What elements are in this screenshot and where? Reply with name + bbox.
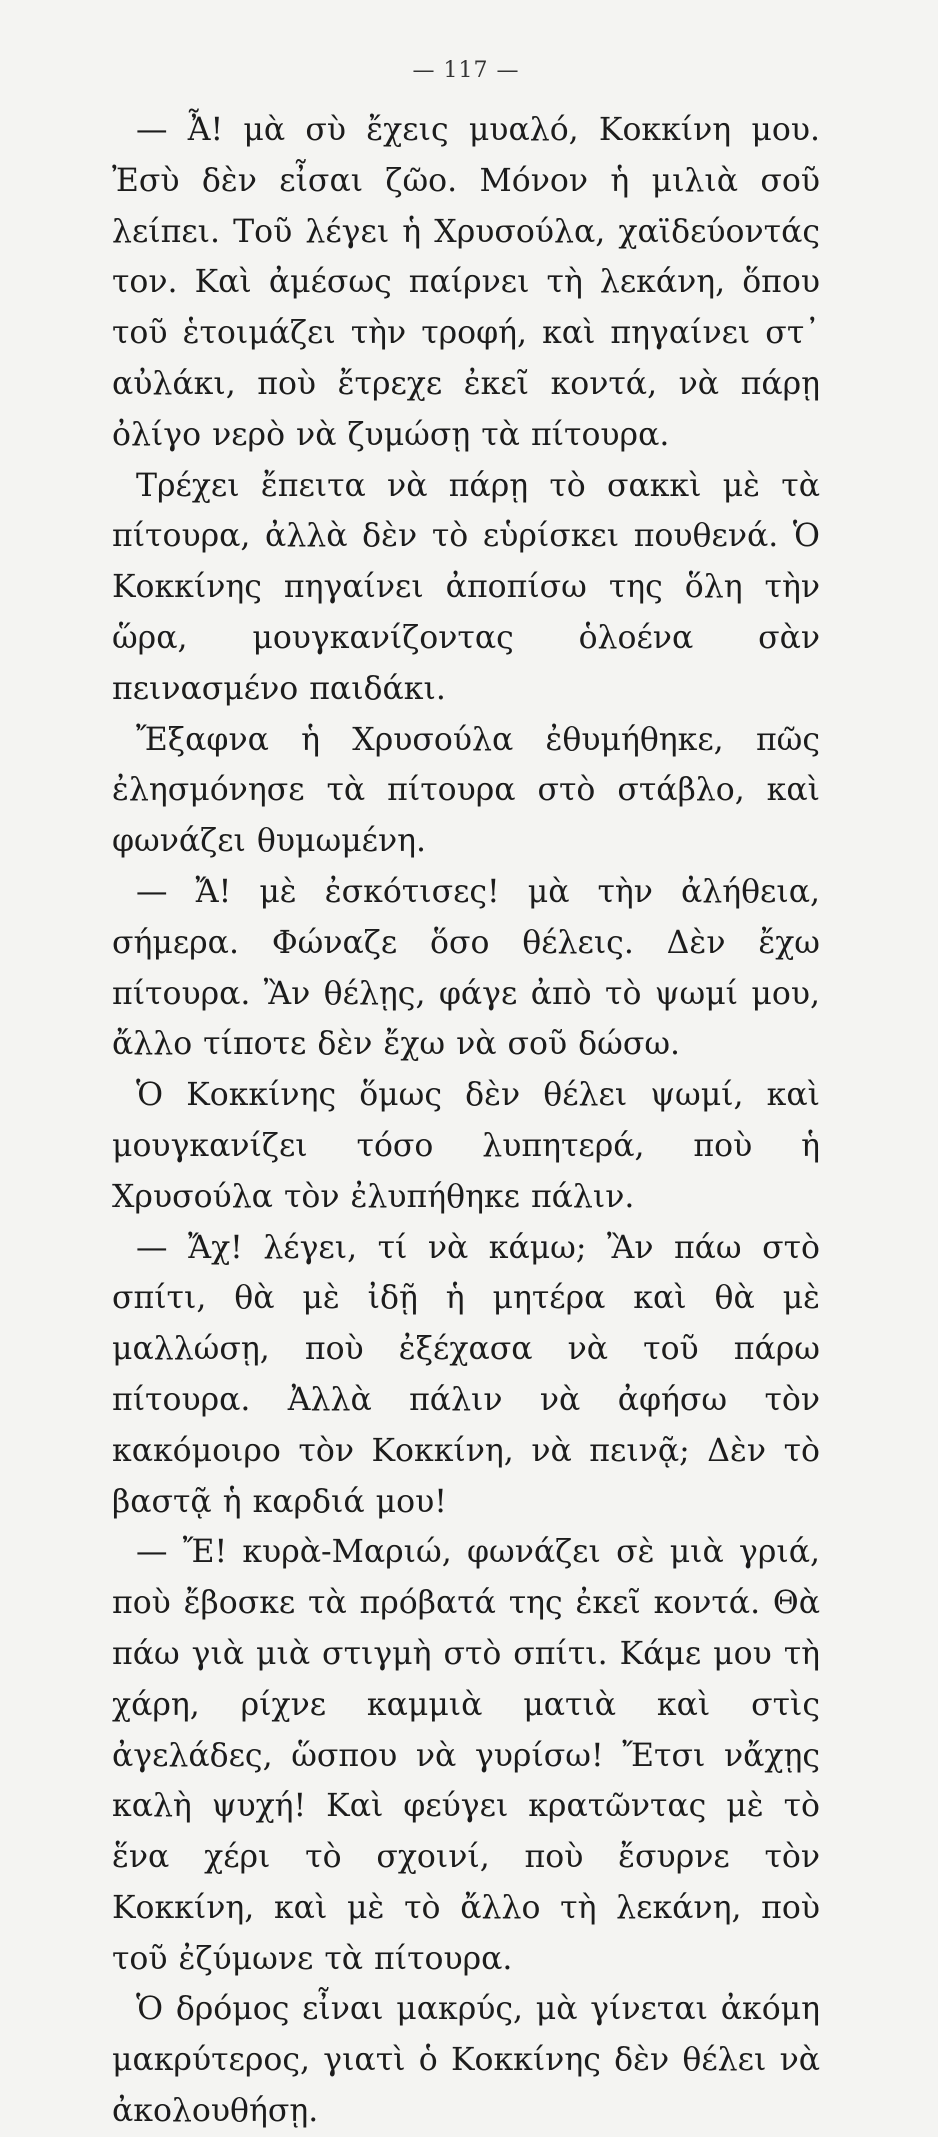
paragraph: Ὁ δρόμος εἶναι μακρύς, μὰ γίνεται ἀκόμη μακρύτερος, γιατὶ ὁ Κοκκίνης δὲν θέλει νὰ ἀκολουθήσῃ. [112, 1991, 820, 2130]
paragraph: Ἔξαφνα ἡ Χρυσούλα ἐθυμήθηκε, πῶς ἐλησμόνησε τὰ πίτουρα στὸ στάβλο, καὶ φωνάζει θυμωμένη. [112, 721, 820, 860]
page-number: — 117 — [412, 58, 520, 83]
paragraph: Ὁ Κοκκίνης ὅμως δὲν θέλει ψωμί, καὶ μουγκανίζει τόσο λυπητερά, ποὺ ἡ Χρυσούλα τὸν ἐλυπήθηκε πάλιν. [112, 1077, 820, 1215]
paragraph: — Ἄ! μὲ ἐσκότισες! μὰ τὴν ἀλήθεια, σήμερα. Φώναζε ὅσο θέλεις. Δὲν ἔχω πίτουρα. Ἂν θέλῃς, φάγε ἀπὸ τὸ ψωμί μου, ἄλλο τίποτε δὲν ἔχω νὰ σοῦ δώσω. [112, 873, 820, 1063]
paragraph: — Ἄχ! λέγει, τί νὰ κάμω; Ἂν πάω στὸ σπίτι, θὰ μὲ ἰδῇ ἡ μητέρα καὶ θὰ μὲ μαλλώσῃ, ποὺ ἐξέχασα νὰ τοῦ πάρω πίτουρα. Ἀλλὰ πάλιν νὰ ἀφήσω τὸν κακόμοιρο τὸν Κοκκίνη, νὰ πεινᾷ; Δὲν τὸ βαστᾷ ἡ καρδιά μου! [112, 1229, 820, 1520]
body-text [112, 105, 820, 2137]
paragraph: — Ἔ! κυρὰ-Μαριώ, φωνάζει σὲ μιὰ γριά, ποὺ ἔβοσκε τὰ πρόβατά της ἐκεῖ κοντά. Θὰ πάω γιὰ μιὰ στιγμὴ στὸ σπίτι. Κάμε μου τὴ χάρη, ρίχνε καμμιὰ ματιὰ καὶ στὶς ἀγελάδες, ὥσπου νὰ γυρίσω! Ἔτσι νἄχῃς καλὴ ψυχή! Καὶ φεύγει κρατῶντας μὲ τὸ ἕνα χέρι τὸ σχοινί, ποὺ ἔσυρνε τὸν Κοκκίνη, καὶ μὲ τὸ ἄλλο τὴ λεκάνη, ποὺ τοῦ ἐζύμωνε τὰ πίτουρα. [112, 1534, 820, 1977]
paragraph: — Ἆ! μὰ σὺ ἔχεις μυαλό, Κοκκίνη μου. Ἐσὺ δὲν εἶσαι ζῶο. Μόνον ἡ μιλιὰ σοῦ λείπει. Τοῦ λέγει ἡ Χρυσούλα, χαϊδεύοντάς τον. Καὶ ἀμέσως παίρνει τὴ λεκάνη, ὅπου τοῦ ἑτοιμάζει τὴν τροφή, καὶ πηγαίνει στ᾿ αὐλάκι, ποὺ ἔτρεχε ἐκεῖ κοντά, νὰ πάρῃ ὀλίγο νερὸ νὰ ζυμώσῃ τὰ πίτουρα. [112, 112, 820, 453]
paragraph: Τρέχει ἔπειτα νὰ πάρῃ τὸ σακκὶ μὲ τὰ πίτουρα, ἀλλὰ δὲν τὸ εὑρίσκει πουθενά. Ὁ Κοκκίνης πηγαίνει ἀποπίσω της ὅλη τὴν ὥρα, μουγκανίζοντας ὁλοένα σὰν πεινασμένο παιδάκι. [112, 467, 820, 707]
